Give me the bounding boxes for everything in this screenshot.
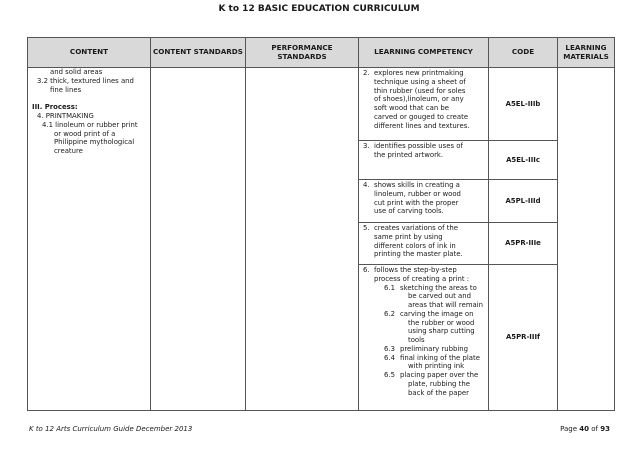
competency-line: linoleum, rubber or wood (374, 189, 461, 198)
competency-line: shows skills in creating a (374, 181, 460, 189)
competency-cell (359, 68, 489, 141)
competency-text (374, 142, 463, 160)
competency-line: explores new printmaking (374, 69, 464, 77)
page-total: 93 (600, 425, 610, 433)
subitem-line: back of the paper (408, 388, 469, 397)
competency-line: creates variations of the (374, 224, 459, 232)
competency-item (363, 266, 485, 397)
competency-number: 5. (363, 224, 370, 232)
content-standards-cell (151, 68, 246, 411)
code-cell: A5PR-IIIe (489, 223, 558, 265)
content-line: and solid areas (50, 68, 103, 76)
competency-line: printing the master plate. (374, 250, 463, 259)
competency-line: the printed artwork. (374, 150, 444, 159)
competency-line: different colors of ink in (374, 241, 456, 250)
header-learning-competency: LEARNING COMPETENCY (359, 38, 489, 68)
competency-subitem (374, 371, 483, 397)
competency-number: 6. (363, 266, 370, 274)
code-cell: A5PR-IIIf (489, 265, 558, 411)
header-content: CONTENT (28, 38, 151, 68)
competency-line: different lines and textures. (374, 121, 470, 130)
competency-number: 3. (363, 142, 370, 150)
competency-number: 2. (363, 69, 370, 77)
competency-item (363, 69, 485, 130)
subitem-line: sketching the areas to (400, 283, 477, 292)
competency-line: soft wood that can be (374, 104, 449, 113)
competency-line: identifies possible uses of (374, 142, 463, 150)
subitem-line: tools (408, 336, 425, 345)
subitem-line: carving the image on (400, 309, 474, 318)
competency-item (363, 224, 485, 259)
competency-subitem (374, 345, 483, 354)
competency-line: technique using a sheet of (374, 77, 466, 86)
competency-subitem (374, 310, 483, 345)
competency-line: carved or gouged to create (374, 112, 469, 121)
competency-line: follows the step-by-step (374, 266, 457, 274)
content-heading: III. Process: (32, 103, 78, 112)
document-title: K to 12 BASIC EDUCATION CURRICULUM (218, 4, 420, 14)
learning-materials-cell (558, 68, 615, 411)
competency-line: of shoes),linoleum, or any (374, 95, 464, 104)
subitem-number: 6.3 (384, 344, 395, 353)
subitem-number: 6.4 (384, 353, 395, 362)
competency-cell (359, 223, 489, 265)
page-number: 40 (579, 425, 590, 433)
header-performance-standards: PERFORMANCE STANDARDS (246, 38, 359, 68)
content-line: 3.2 thick, textured lines and (37, 76, 134, 85)
footer-guide-title: K to 12 Arts Curriculum Guide December 2013 (29, 425, 193, 433)
competency-item (363, 142, 485, 160)
competency-number: 4. (363, 181, 370, 189)
header-content-standards: CONTENT STANDARDS (151, 38, 246, 68)
code-cell: A5PL-IIId (489, 180, 558, 223)
subitem-line: using sharp cutting (408, 327, 475, 336)
competency-text (374, 69, 470, 130)
competency-cell (359, 180, 489, 223)
competency-line: process of creating a print : (374, 274, 470, 283)
subitem-text (396, 345, 468, 354)
content-cell (28, 68, 151, 411)
subitem-number: 6.5 (384, 371, 395, 380)
subitem-number: 6.1 (384, 283, 395, 292)
content-line: creature (54, 147, 83, 156)
code-cell: A5EL-IIIc (489, 141, 558, 180)
subitem-line: with printing ink (408, 362, 465, 371)
subitem-text (396, 371, 478, 397)
competency-subitem (374, 284, 483, 310)
header-learning-materials: LEARNING MATERIALS (558, 38, 615, 68)
content-line: 4. PRINTMAKING (37, 112, 94, 121)
subitem-line: final inking of the plate (400, 353, 480, 362)
competency-line: use of carving tools. (374, 207, 444, 216)
page-label: Page (560, 425, 578, 433)
competency-line: cut print with the proper (374, 198, 459, 207)
performance-standards-cell (246, 68, 359, 411)
subitem-line: areas that will remain (408, 301, 484, 310)
subitem-text (396, 354, 480, 372)
subitem-line: be carved out and (408, 292, 471, 301)
competency-cell (359, 265, 489, 411)
competency-item (363, 181, 485, 216)
curriculum-table (27, 37, 615, 411)
competency-cell (359, 141, 489, 180)
code-cell: A5EL-IIIb (489, 68, 558, 141)
subitem-line: plate, rubbing the (408, 379, 470, 388)
page-indicator (560, 425, 610, 433)
subitem-line: preliminary rubbing (400, 344, 469, 353)
content-line: 4.1 linoleum or rubber print (42, 120, 138, 129)
competency-text (374, 224, 463, 259)
subitem-number: 6.2 (384, 309, 395, 318)
competency-line: same print by using (374, 232, 443, 241)
subitem-line: placing paper over the (400, 371, 479, 380)
content-line: fine lines (50, 85, 82, 94)
subitem-text (396, 310, 475, 345)
header-row (28, 38, 615, 68)
content-spacer (32, 94, 147, 103)
subitem-line: the rubber or wood (408, 318, 475, 327)
header-code: CODE (489, 38, 558, 68)
content-line: or wood print of a (54, 129, 116, 138)
subitem-text (396, 284, 483, 310)
content-line: Philippine mythological (54, 138, 135, 147)
competency-text (374, 266, 483, 397)
competency-subitem (374, 354, 483, 372)
table-row (28, 68, 615, 141)
competency-line: thin rubber (used for soles (374, 86, 466, 95)
competency-text (374, 181, 461, 216)
of-label: of (591, 425, 599, 433)
